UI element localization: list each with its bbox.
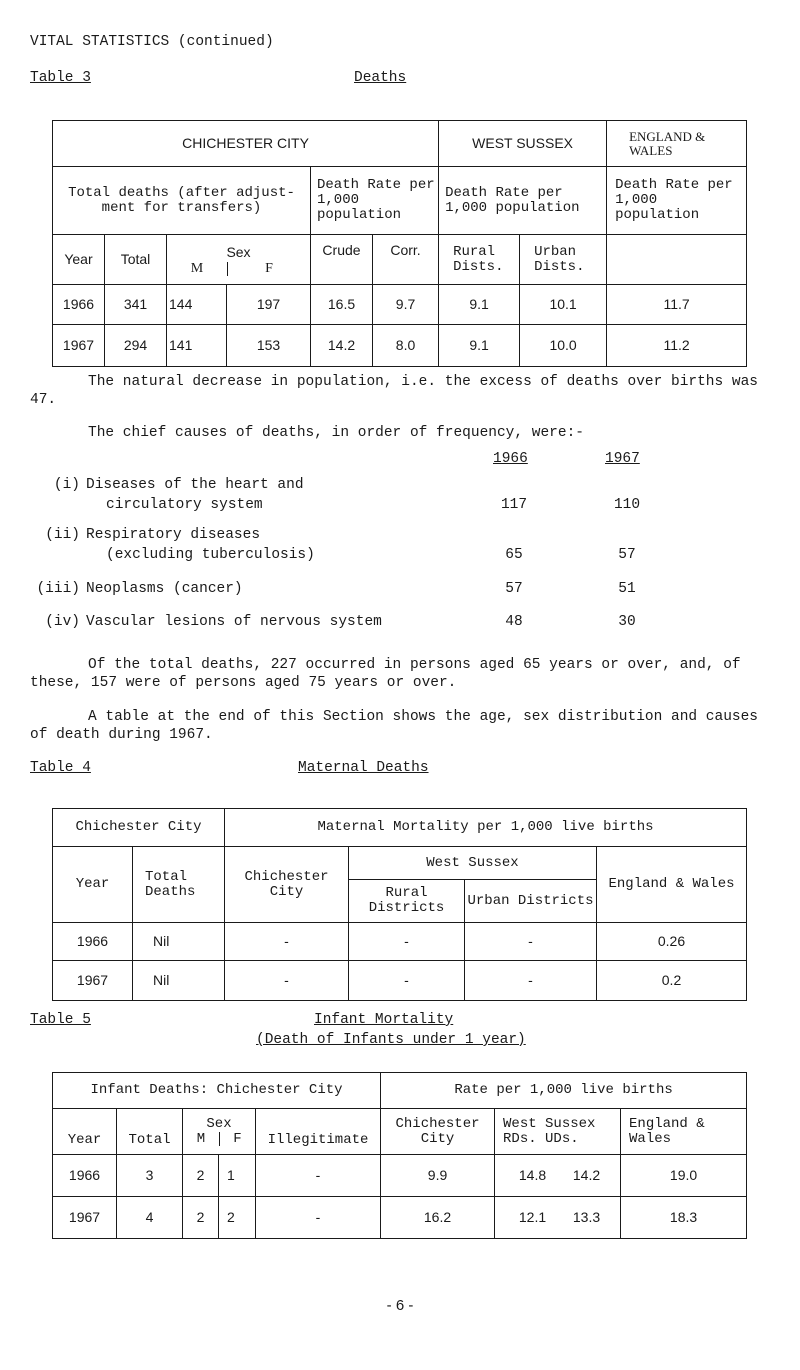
t4-cell: -	[225, 923, 349, 961]
t3-group-ws: WEST SUSSEX	[439, 121, 607, 167]
table-row	[53, 923, 747, 961]
t5-cell: 13.3	[572, 1209, 601, 1226]
table-row	[53, 961, 747, 1001]
cause-label: (excluding tuberculosis)	[106, 547, 315, 563]
t5-col-ws	[495, 1109, 621, 1155]
t4-cell: 0.26	[597, 923, 747, 961]
infant-mortality-table	[52, 1072, 747, 1239]
t4-group-city: Chichester City	[53, 809, 225, 847]
t3-col-year: Year	[53, 235, 105, 285]
t3-cell: 1967	[53, 325, 105, 367]
t5-cell-ws	[495, 1197, 621, 1239]
cause-label: Vascular lesions of nervous system	[86, 614, 382, 630]
t5-cell: -	[256, 1155, 381, 1197]
cause-1966: 65	[505, 547, 523, 563]
cause-label: Respiratory diseases	[86, 527, 261, 543]
t3-col-crude: Crude	[311, 235, 373, 285]
t3-cell: 9.1	[439, 325, 520, 367]
t5-col-year: Year	[53, 1109, 117, 1155]
cause-1967: 30	[618, 614, 636, 630]
t3-group-ew: ENGLAND & WALES	[607, 121, 747, 167]
t5-cell: 19.0	[621, 1155, 747, 1197]
t5-col-m: M	[196, 1130, 206, 1147]
table5-title: Infant Mortality	[314, 1012, 454, 1028]
cause-num: (ii)	[45, 527, 80, 543]
para-natural-decrease: The natural decrease in population, i.e. the excess of deaths over births was 47.	[30, 374, 759, 408]
t5-cell: 2	[219, 1197, 256, 1239]
cause-1967: 110	[613, 497, 641, 513]
t4-cell: -	[225, 961, 349, 1001]
t3-cell: 10.1	[520, 285, 607, 325]
cause-num: (i)	[53, 477, 80, 493]
cause-label: circulatory system	[106, 497, 263, 513]
t4-col-rural: Rural Districts	[349, 880, 465, 923]
causes-intro: The chief causes of deaths, in order of frequency, were:-	[88, 425, 584, 441]
t5-col-total: Total	[117, 1109, 183, 1155]
t3-col-total: Total	[105, 235, 167, 285]
causes-year-1967: 1967	[605, 451, 640, 467]
t5-group-infant: Infant Deaths: Chichester City	[53, 1073, 381, 1109]
cause-1966: 48	[505, 614, 523, 630]
maternal-deaths-table	[52, 808, 747, 1001]
t3-cell: 14.2	[311, 325, 373, 367]
t5-col-sex	[183, 1109, 256, 1155]
page-number: - 6 -	[386, 1297, 414, 1314]
table-row	[53, 1155, 747, 1197]
t4-col-total: Total Deaths	[133, 847, 225, 923]
t3-sub-total: Total deaths (after adjust-ment for transfers)	[53, 167, 311, 235]
table-row	[53, 1197, 747, 1239]
t3-col-f: F	[227, 262, 310, 277]
t3-cell: 294	[105, 325, 167, 367]
t3-col-sex-label: Sex	[226, 243, 251, 260]
t5-col-illegitimate: Illegitimate	[256, 1109, 381, 1155]
t5-cell: 18.3	[621, 1197, 747, 1239]
t5-cell: 9.9	[381, 1155, 495, 1197]
t4-col-urban: Urban Districts	[465, 880, 597, 923]
table4-title: Maternal Deaths	[298, 760, 429, 776]
table3-label: Table 3	[30, 70, 91, 86]
cause-1967: 57	[618, 547, 636, 563]
table-row	[53, 325, 747, 367]
t4-cell: 1967	[53, 961, 133, 1001]
t5-cell-ws	[495, 1155, 621, 1197]
t5-col-ws-sub: RDs. UDs.	[503, 1130, 579, 1147]
t5-cell: 4	[117, 1197, 183, 1239]
t3-cell: 11.2	[607, 325, 747, 367]
cause-label: Diseases of the heart and	[86, 477, 304, 493]
t4-cell: -	[465, 923, 597, 961]
t5-col-ew: England & Wales	[621, 1109, 747, 1155]
t4-cell: -	[465, 961, 597, 1001]
t3-sub-city-rate: Death Rate per 1,000 population	[311, 167, 439, 235]
cause-num: (iv)	[45, 614, 80, 630]
t3-sub-ew-rate: Death Rate per 1,000 population	[607, 167, 747, 235]
t3-cell: 10.0	[520, 325, 607, 367]
t5-cell: 1	[219, 1155, 256, 1197]
t5-cell: 14.2	[572, 1167, 601, 1184]
para-table-reference: A table at the end of this Section shows the age, sex distribution and causes of death during 1967.	[30, 709, 759, 743]
table4-label: Table 4	[30, 760, 91, 776]
t4-cell: -	[349, 961, 465, 1001]
t4-col-ew: England & Wales	[597, 847, 747, 923]
t3-col-urban: Urban Dists.	[520, 235, 607, 285]
t4-group-rate: Maternal Mortality per 1,000 live births	[225, 809, 747, 847]
t4-cell: Nil	[133, 961, 225, 1001]
t3-col-m: M	[190, 260, 204, 276]
t5-cell: 14.8	[518, 1167, 547, 1184]
t3-cell: 153	[227, 325, 311, 367]
table5-label: Table 5	[30, 1012, 91, 1028]
t5-cell: 16.2	[381, 1197, 495, 1239]
t3-cell: 144	[167, 285, 227, 325]
page-header: VITAL STATISTICS (continued)	[30, 34, 274, 50]
cause-num: (iii)	[36, 581, 80, 597]
para-aged-deaths: Of the total deaths, 227 occurred in persons aged 65 years or over, and, of these, 157 were of persons aged 75 years or over.	[30, 657, 741, 691]
causes-year-1966: 1966	[493, 451, 528, 467]
table5-subtitle: (Death of Infants under 1 year)	[256, 1032, 526, 1048]
t4-cell: 0.2	[597, 961, 747, 1001]
t3-col-corr: Corr.	[373, 235, 439, 285]
t4-cell: Nil	[133, 923, 225, 961]
t5-cell: 1966	[53, 1155, 117, 1197]
t3-cell: 141	[167, 325, 227, 367]
t4-col-ws: West Sussex	[349, 847, 597, 880]
t3-cell: 9.7	[373, 285, 439, 325]
cause-label: Neoplasms (cancer)	[86, 581, 243, 597]
cause-1966: 57	[505, 581, 523, 597]
t3-cell: 11.7	[607, 285, 747, 325]
cause-1966: 117	[500, 497, 528, 513]
t3-sub-ws-rate: Death Rate per 1,000 population	[439, 167, 607, 235]
t3-cell: 197	[227, 285, 311, 325]
t5-cell: 2	[183, 1155, 219, 1197]
t3-cell: 1966	[53, 285, 105, 325]
t5-col-f: F	[219, 1132, 255, 1147]
t5-cell: -	[256, 1197, 381, 1239]
table3-title: Deaths	[354, 70, 407, 86]
t5-col-sex-label: Sex	[206, 1115, 232, 1132]
t5-col-city: Chichester City	[381, 1109, 495, 1155]
t3-col-sex	[167, 235, 311, 285]
t4-col-city: Chichester City	[225, 847, 349, 923]
t3-group-city: CHICHESTER CITY	[53, 121, 439, 167]
t5-cell: 1967	[53, 1197, 117, 1239]
t4-cell: 1966	[53, 923, 133, 961]
t3-col-rural: Rural Dists.	[439, 235, 520, 285]
t3-cell: 9.1	[439, 285, 520, 325]
t5-group-rate: Rate per 1,000 live births	[381, 1073, 747, 1109]
t3-cell: 341	[105, 285, 167, 325]
t3-col-ew-blank	[607, 235, 747, 285]
t5-cell: 3	[117, 1155, 183, 1197]
deaths-table	[52, 120, 747, 367]
t4-col-year: Year	[53, 847, 133, 923]
t5-cell: 12.1	[518, 1209, 547, 1226]
t5-cell: 2	[183, 1197, 219, 1239]
t3-cell: 8.0	[373, 325, 439, 367]
table-row	[53, 285, 747, 325]
t5-col-ws-label: West Sussex	[503, 1115, 596, 1132]
cause-1967: 51	[618, 581, 636, 597]
t3-cell: 16.5	[311, 285, 373, 325]
t4-cell: -	[349, 923, 465, 961]
